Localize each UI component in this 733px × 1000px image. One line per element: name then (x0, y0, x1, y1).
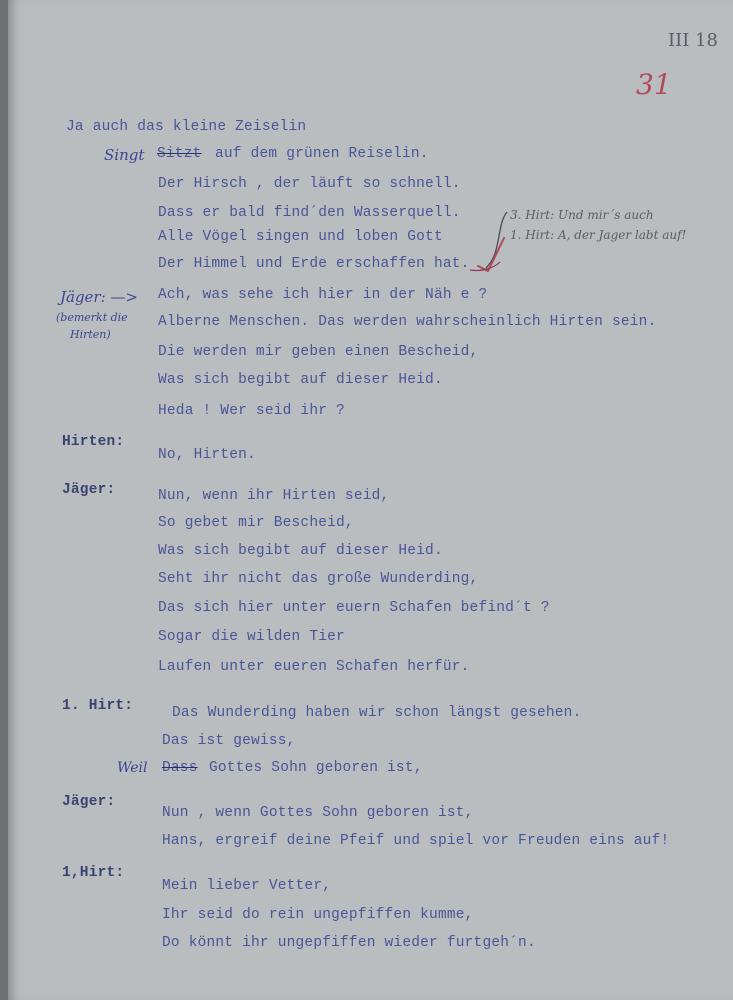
line-24: Hans, ergreif deine Pfeif und spiel vor Freuden eins auf! (162, 833, 670, 849)
line-16: Seht ihr nicht das große Wunderding, (158, 571, 479, 587)
speaker-hirten: Hirten: (62, 434, 125, 450)
speaker-jaeger-2: Jäger: (62, 794, 116, 810)
line-5: Alle Vögel singen und loben Gott (158, 229, 443, 245)
line-4: Dass er bald find´den Wasserquell. (158, 205, 461, 221)
margin-note-line-1: 3. Hirt: Und mir´s auch (510, 208, 654, 222)
line-19: Laufen unter eueren Schafen herfür. (158, 659, 470, 675)
stage-note-line-2: Hirten) (70, 328, 111, 341)
correction-weil: Weil (117, 760, 148, 776)
struck-word-sitzt: Sitzt (157, 146, 202, 162)
speaker-jaeger-1: Jäger: (62, 482, 116, 498)
line-25: Mein lieber Vetter, (162, 878, 332, 894)
speaker-hirt-1-b: 1,Hirt: (62, 865, 125, 881)
line-21: Das ist gewiss, (162, 733, 296, 749)
binding-edge (0, 0, 8, 1000)
jaeger-note: Jäger: —> (60, 288, 138, 306)
correction-singt: Singt (104, 146, 145, 164)
struck-word-dass: Dass (162, 760, 198, 776)
line-11: Heda ! Wer seid ihr ? (158, 403, 345, 419)
line-8: Alberne Menschen. Das werden wahrscheinlich Hirten sein. (158, 314, 657, 330)
line-18: Sogar die wilden Tier (158, 629, 345, 645)
margin-note-line-2: 1. Hirt: A, der Jager labt auf! (510, 228, 687, 242)
line-22: Gottes Sohn geboren ist, (209, 760, 423, 776)
line-3: Der Hirsch , der läuft so schnell. (158, 176, 461, 192)
line-20: Das Wunderding haben wir schon längst gesehen. (172, 705, 582, 721)
line-9: Die werden mir geben einen Bescheid, (158, 344, 479, 360)
line-13: Nun, wenn ihr Hirten seid, (158, 488, 390, 504)
line-1: Ja auch das kleine Zeiselin (66, 119, 307, 135)
stage-note-line-1: (bemerkt die (56, 311, 128, 324)
line-17: Das sich hier unter euern Schafen befind´t ? (158, 600, 550, 616)
sheet-mark: III 18 (668, 30, 718, 51)
line-27: Do könnt ihr ungepfiffen wieder furtgeh´n. (162, 935, 536, 951)
line-6: Der Himmel und Erde erschaffen hat. (158, 256, 470, 272)
line-23: Nun , wenn Gottes Sohn geboren ist, (162, 805, 474, 821)
line-15: Was sich begibt auf dieser Heid. (158, 543, 443, 559)
speaker-hirt-1-a: 1. Hirt: (62, 698, 134, 714)
line-2: auf dem grünen Reiselin. (215, 146, 429, 162)
line-14: So gebet mir Bescheid, (158, 515, 354, 531)
line-7: Ach, was sehe ich hier in der Näh e ? (158, 287, 488, 303)
line-26: Ihr seid do rein ungepfiffen kumme, (162, 907, 474, 923)
line-12: No, Hirten. (158, 447, 256, 463)
line-10: Was sich begibt auf dieser Heid. (158, 372, 443, 388)
folio-number: 31 (636, 68, 672, 101)
